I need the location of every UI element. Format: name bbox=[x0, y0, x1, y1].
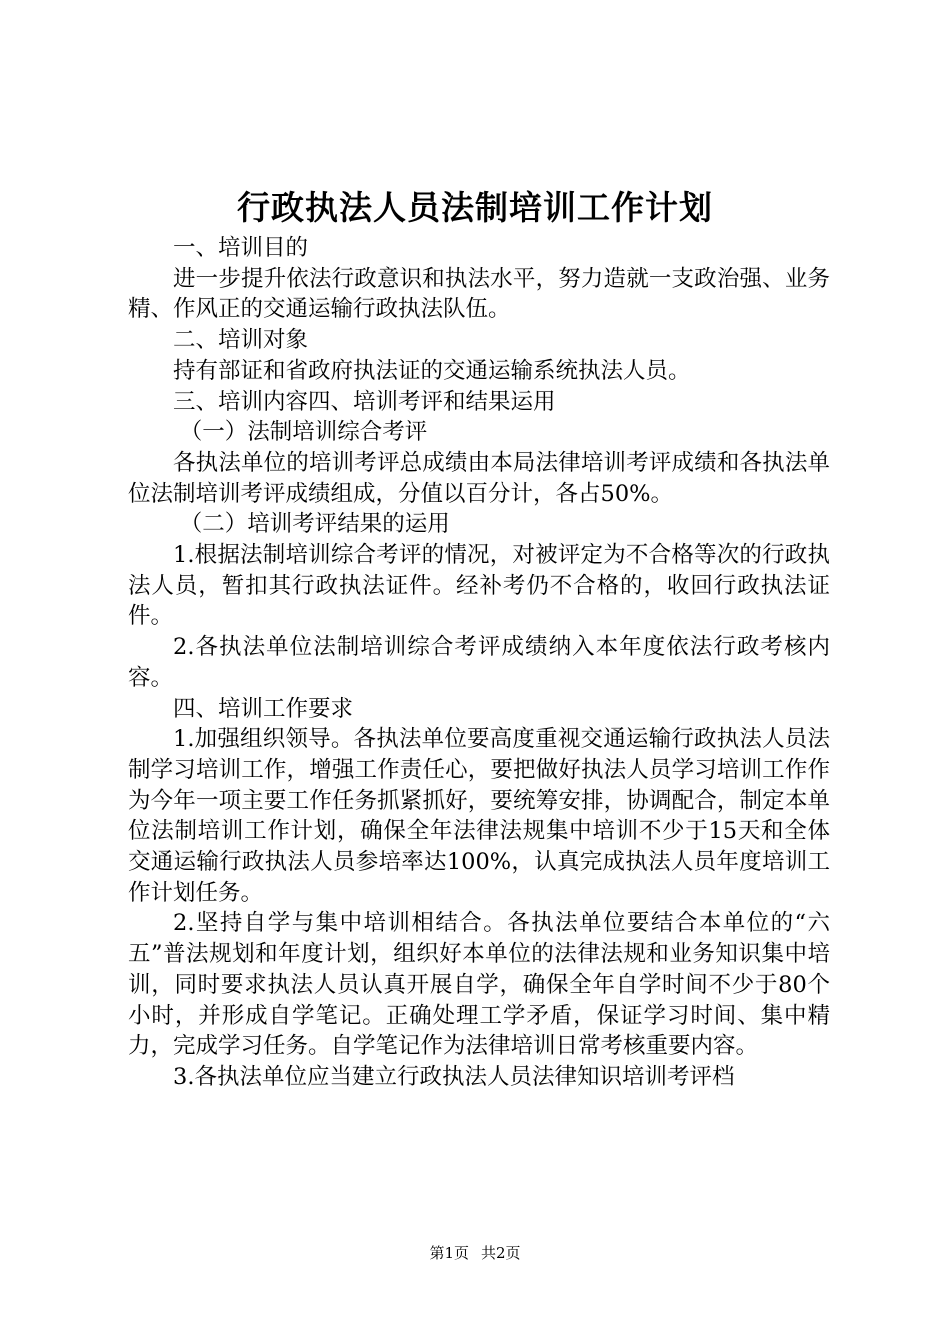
section-heading: 四、培训工作要求 bbox=[173, 695, 354, 722]
document-title: 行政执法人员法制培训工作计划 bbox=[237, 188, 713, 227]
section-heading: 一、培训目的 bbox=[173, 235, 309, 261]
subsection-heading: （一）法制培训综合考评 bbox=[179, 419, 428, 446]
numbered-paragraph: 2.坚持自学与集中培训相结合。各执法单位要结合本单位的“六五”普法规划和年度计划，组织好本单位的法律法规和业务知识集中培训，同时要求执法人员认真开展自学，确保全年自学时间不少于80个小时，并形成自学笔记。正确处理工学矛盾，保证学习时间、集中精力，完成学习任务。自学笔记作为法律培训日常考核重要内容。 bbox=[128, 910, 830, 1060]
numbered-paragraph: 1.加强组织领导。各执法单位要高度重视交通运输行政执法人员法制学习培训工作，增强工作责任心，要把做好执法人员学习培训工作作为今年一项主要工作任务抓紧抓好，要统筹安排，协调配合，制定本单位法制培训工作计划，确保全年法律法规集中培训不少于15天和全体交通运输行政执法人员参培率达100%，认真完成执法人员年度培训工作计划任务。 bbox=[128, 726, 830, 906]
page-total: 共2页 bbox=[481, 1244, 521, 1262]
page-number: 第1页 bbox=[429, 1244, 469, 1262]
section-heading: 二、培训对象 bbox=[173, 327, 309, 354]
paragraph: 持有部证和省政府执法证的交通运输系统执法人员。 bbox=[173, 357, 691, 384]
document-body bbox=[128, 233, 830, 1093]
subsection-heading: （二）培训考评结果的运用 bbox=[179, 511, 450, 538]
numbered-paragraph: 3.各执法单位应当建立行政执法人员法律知识培训考评档 bbox=[173, 1063, 735, 1090]
numbered-paragraph: 2.各执法单位法制培训综合考评成绩纳入本年度依法行政考核内容。 bbox=[128, 634, 830, 691]
page-footer bbox=[0, 1243, 950, 1263]
paragraph: 进一步提升依法行政意识和执法水平，努力造就一支政治强、业务精、作风正的交通运输行政执法队伍。 bbox=[128, 265, 830, 323]
section-heading: 三、培训内容四、培训考评和结果运用 bbox=[173, 388, 556, 415]
numbered-paragraph: 1.根据法制培训综合考评的情况，对被评定为不合格等次的行政执法人员，暂扣其行政执法证件。经补考仍不合格的，收回行政执法证件。 bbox=[128, 542, 830, 630]
paragraph: 各执法单位的培训考评总成绩由本局法律培训考评成绩和各执法单位法制培训考评成绩组成，分值以百分计，各占50%。 bbox=[128, 449, 830, 507]
